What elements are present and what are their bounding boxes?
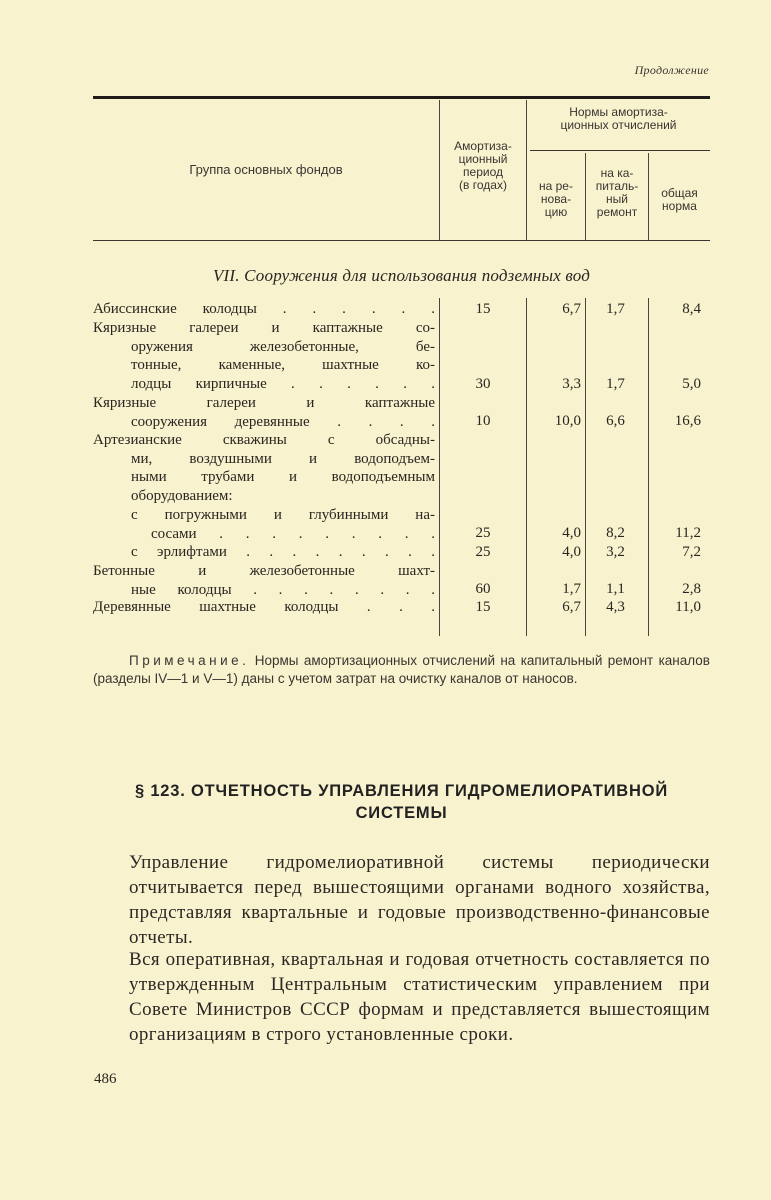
- note-text: Нормы амортизационных отчислений на капитальный ремонт каналов (разделы IV—1 и V—1) даны с учетом затрат на очистку каналов от наносов.: [93, 653, 710, 686]
- label-line: ными трубами и водоподъемным: [131, 469, 435, 485]
- header-capital-line: ремонт: [596, 205, 638, 219]
- cell-period: 15: [475, 301, 491, 317]
- label-line: с эрлифтами . . . . . . . . .: [131, 544, 435, 560]
- label-line: Деревянные шахтные колодцы . . .: [93, 599, 435, 615]
- label-line: сосами . . . . . . . . .: [151, 525, 435, 542]
- table-row-label: [93, 506, 435, 543]
- label-line: Кяризные галереи и каптажные: [93, 395, 435, 411]
- table-row-label: [93, 543, 435, 562]
- header-period-line: (в годах): [459, 178, 507, 192]
- label-line: сооружения деревянные . . . .: [131, 413, 435, 430]
- cell-renovation: 10,0: [554, 413, 581, 429]
- table-top-rule: [93, 96, 710, 99]
- cell-period: 25: [475, 525, 491, 541]
- header-capital-line: ный: [606, 192, 628, 206]
- body-paragraph: [93, 850, 710, 950]
- table-row-label: [93, 394, 435, 431]
- cell-renovation: 4,0: [562, 544, 581, 560]
- table-note: [93, 652, 710, 687]
- norms-subheader-rule: [530, 150, 710, 151]
- header-capital-line: питаль-: [595, 179, 639, 193]
- table-header-bottom-rule: [93, 240, 710, 241]
- header-norms-line: ционных отчислений: [560, 118, 677, 132]
- label-line: с погружными и глубинными на-: [131, 507, 435, 523]
- cell-capital-repair: 1,7: [606, 301, 625, 317]
- table-row-label: [93, 300, 435, 319]
- cell-period: 15: [475, 599, 491, 615]
- header-renovation-line: нова-: [540, 192, 572, 206]
- note-lead: Примечание.: [129, 653, 250, 668]
- header-period-line: Амортиза-: [454, 139, 512, 153]
- header-period-line: ционный: [458, 152, 508, 166]
- table-row-label: [93, 431, 435, 505]
- table-row-label: [93, 598, 435, 617]
- label-line: лодцы кирпичные . . . . . .: [131, 375, 435, 392]
- header-period: [440, 140, 526, 192]
- paragraph-text: Управление гидромелиоративной системы периодически отчитывается перед вышестоящими органами водного хозяйства, представляя квартальные и годовые производственно-финансовые отчеты.: [129, 852, 710, 948]
- header-total: [649, 187, 710, 213]
- header-norms-line: Нормы амортиза-: [569, 105, 668, 119]
- label-line: Абиссинские колодцы . . . . . .: [93, 301, 435, 317]
- cell-total: 16,6: [674, 413, 701, 429]
- table-row-label: [93, 562, 435, 599]
- section-heading: [93, 780, 710, 824]
- cell-capital-repair: 6,6: [606, 413, 625, 429]
- table-row-label: [93, 319, 435, 393]
- label-line: тонные, каменные, шахтные ко-: [131, 357, 435, 373]
- header-capital-repair: [586, 167, 648, 219]
- cell-renovation: 6,7: [562, 301, 581, 317]
- cell-renovation: 1,7: [562, 581, 581, 597]
- header-capital-line: на ка-: [600, 166, 634, 180]
- label-line: Бетонные и железобетонные шахт-: [93, 563, 435, 579]
- header-renovation: [527, 180, 585, 219]
- header-total-line: общая: [661, 186, 698, 200]
- cell-renovation: 3,3: [562, 376, 581, 392]
- cell-total: 8,4: [682, 301, 701, 317]
- label-line: ные колодцы . . . . . . . .: [131, 581, 435, 598]
- cell-period: 60: [475, 581, 491, 597]
- table-section-title: VII. Сооружения для использования подземных вод: [212, 266, 591, 285]
- cell-total: 2,8: [682, 581, 701, 597]
- cell-period: 10: [475, 413, 491, 429]
- header-norms-group: [527, 106, 710, 132]
- header-group: Группа основных фондов: [189, 162, 343, 177]
- cell-period: 25: [475, 544, 491, 560]
- continuation-label: Продолжение: [634, 63, 709, 77]
- label-line: Артезианские скважины с обсадны-: [93, 432, 435, 448]
- cell-renovation: 4,0: [562, 525, 581, 541]
- cell-total: 11,0: [675, 599, 701, 615]
- label-line: Кяризные галереи и каптажные со-: [93, 320, 435, 336]
- cell-total: 7,2: [682, 544, 701, 560]
- header-total-line: норма: [662, 199, 697, 213]
- label-line: оружения железобетонные, бе-: [131, 338, 435, 355]
- body-paragraph: [93, 947, 710, 1047]
- header-renovation-line: на ре-: [539, 179, 573, 193]
- section-heading-line: § 123. ОТЧЕТНОСТЬ УПРАВЛЕНИЯ ГИДРОМЕЛИОРАТИВНОЙ: [134, 782, 669, 800]
- label-line: ми, воздушными и водоподъем-: [131, 450, 435, 467]
- cell-period: 30: [475, 376, 491, 392]
- header-period-line: период: [463, 165, 503, 179]
- cell-capital-repair: 8,2: [606, 525, 625, 541]
- label-line: оборудованием:: [131, 487, 233, 504]
- section-heading-line: СИСТЕМЫ: [355, 804, 448, 822]
- cell-capital-repair: 4,3: [606, 599, 625, 615]
- cell-total: 5,0: [682, 376, 701, 392]
- cell-renovation: 6,7: [562, 599, 581, 615]
- paragraph-text: Вся оперативная, квартальная и годовая отчетность составляется по утвержденным Центральным статистическим управлением при Совете Министров СССР формам и представляется вышестоящим организациям в строго установленные сроки.: [129, 949, 710, 1045]
- cell-capital-repair: 1,1: [606, 581, 625, 597]
- cell-capital-repair: 1,7: [606, 376, 625, 392]
- page-number: 486: [94, 1071, 117, 1087]
- cell-total: 11,2: [675, 525, 701, 541]
- header-renovation-line: цию: [544, 205, 568, 219]
- cell-capital-repair: 3,2: [606, 544, 625, 560]
